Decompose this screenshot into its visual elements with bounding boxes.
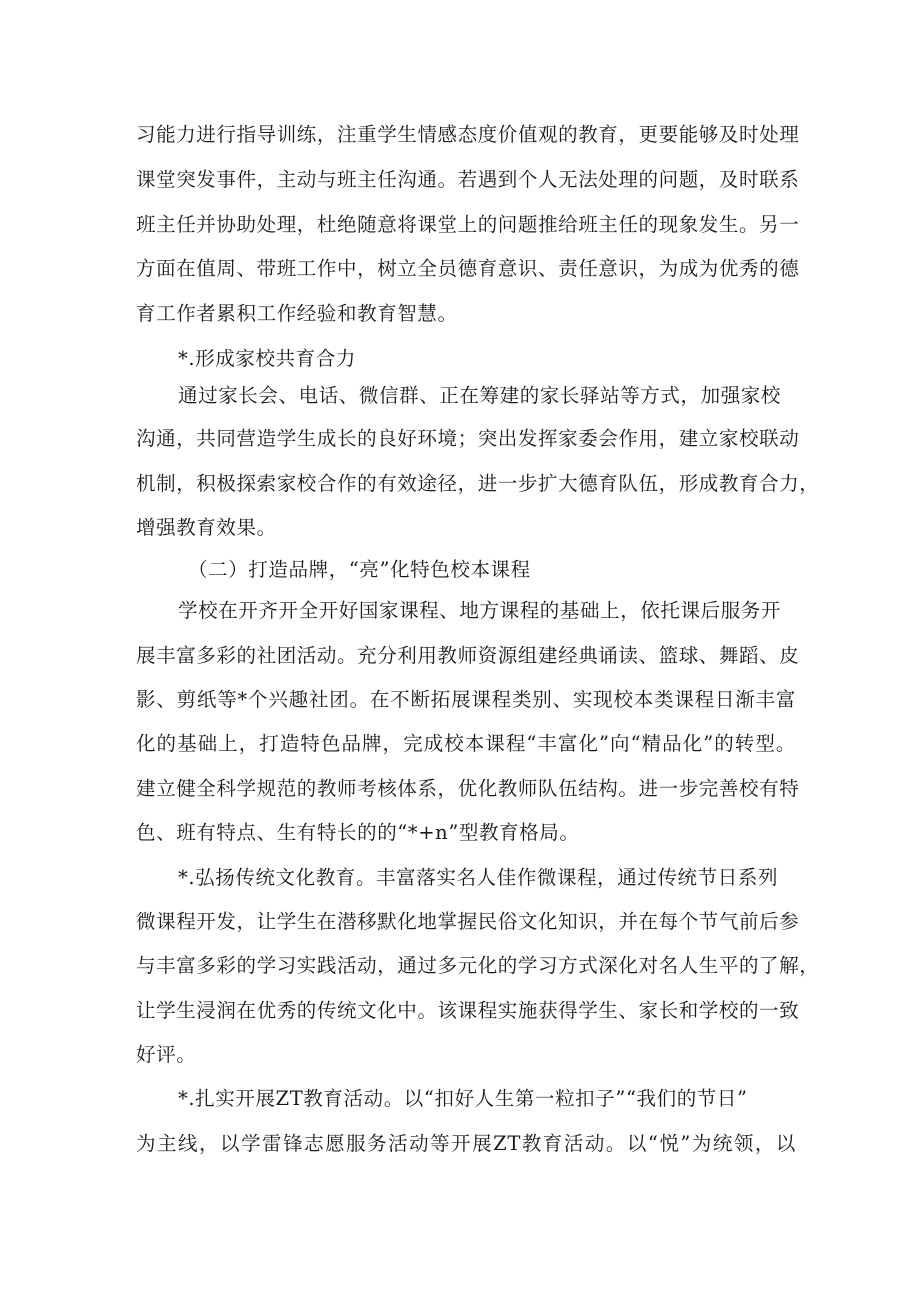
body-text-line: 班主任并协助处理，杜绝随意将课堂上的问题推给班主任的现象发生。另一 bbox=[136, 213, 800, 236]
paragraph-first-line: 通过家长会、电话、微信群、正在筹建的家长驿站等方式，加强家校 bbox=[178, 384, 782, 407]
body-text-line: 育工作者累积工作经验和教育智慧。 bbox=[136, 302, 458, 325]
body-text-line: 影、剪纸等*个兴趣社团。在不断拓展课程类别、实现校本类课程日渐丰富 bbox=[136, 688, 796, 711]
body-text-line: 建立健全科学规范的教师考核体系，优化教师队伍结构。进一步完善校有特 bbox=[136, 777, 800, 800]
body-text-line: 方面在值周、带班工作中，树立全员德育意识、责任意识，为成为优秀的德 bbox=[136, 257, 800, 280]
body-text-line: 为主线，以学雷锋志愿服务活动等开展ZT教育活动。以“悦”为统领，以 bbox=[136, 1132, 796, 1155]
body-text-line: 习能力进行指导训练，注重学生情感态度价值观的教育，更要能够及时处理 bbox=[136, 123, 800, 146]
paragraph-first-line: 学校在开齐开全开好国家课程、地方课程的基础上，依托课后服务开 bbox=[178, 599, 782, 622]
body-text-line: 课堂突发事件，主动与班主任沟通。若遇到个人无法处理的问题，及时联系 bbox=[136, 168, 800, 191]
body-text-line: 化的基础上，打造特色品牌，完成校本课程“丰富化”向“精品化”的转型。 bbox=[136, 732, 796, 755]
body-text-line: 增强教育效果。 bbox=[136, 516, 277, 539]
body-text-line: 让学生浸润在优秀的传统文化中。该课程实施获得学生、家长和学校的一致 bbox=[136, 999, 800, 1022]
body-text-line: 色、班有特点、生有特长的的“*+n”型教育格局。 bbox=[136, 821, 580, 844]
section-heading: *.形成家校共育合力 bbox=[178, 347, 356, 370]
body-text-line: 与丰富多彩的学习实践活动，通过多元化的学习方式深化对名人生平的了解， bbox=[136, 954, 820, 977]
paragraph-first-line: *.弘扬传统文化教育。丰富落实名人佳作微课程，通过传统节日系列 bbox=[178, 866, 779, 889]
body-text-line: 沟通，共同营造学生成长的良好环境；突出发挥家委会作用，建立家校联动 bbox=[136, 427, 800, 450]
body-text-line: 微课程开发，让学生在潜移默化地掌握民俗文化知识，并在每个节气前后参 bbox=[136, 910, 800, 933]
paragraph-first-line: *.扎实开展ZT教育活动。以“扣好人生第一粒扣子”“我们的节日” bbox=[178, 1087, 748, 1110]
body-text-line: 机制，积极探索家校合作的有效途径，进一步扩大德育队伍，形成教育合力， bbox=[136, 472, 820, 495]
body-text-line: 好评。 bbox=[136, 1043, 197, 1066]
section-heading: （二）打造品牌，“亮”化特色校本课程 bbox=[188, 558, 531, 581]
body-text-line: 展丰富多彩的社团活动。充分利用教师资源组建经典诵读、篮球、舞蹈、皮 bbox=[136, 644, 800, 667]
